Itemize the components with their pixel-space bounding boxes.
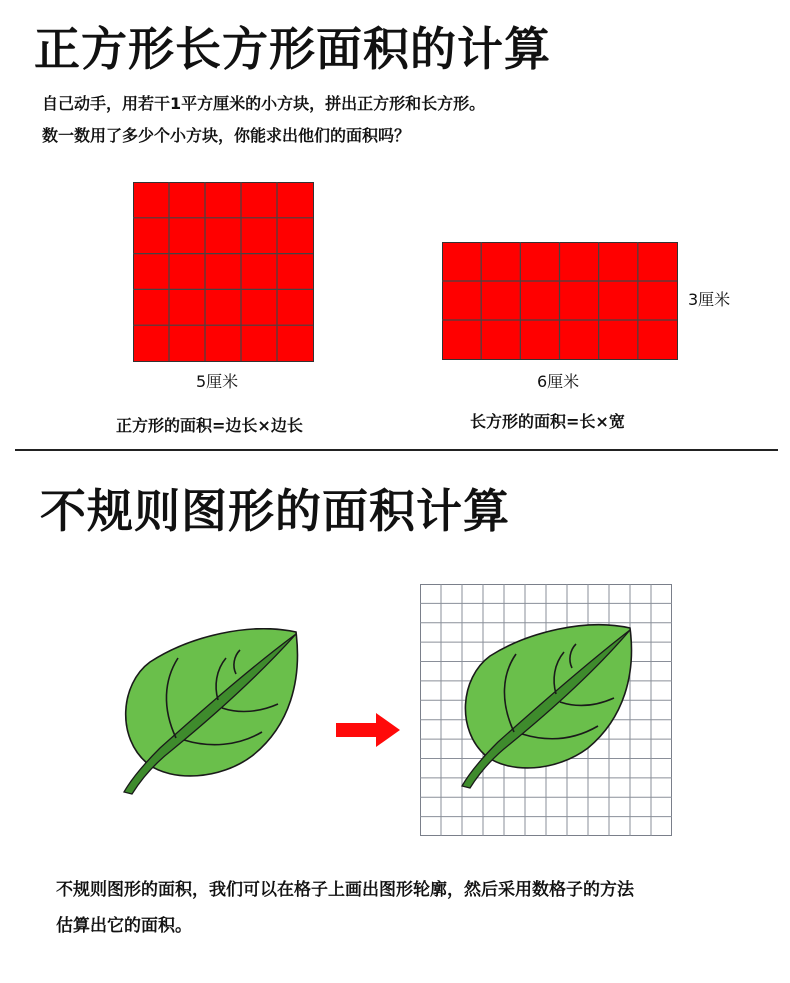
right-arrow-icon (336, 713, 400, 747)
square-grid (133, 182, 314, 362)
rectangle-width-label: 3厘米 (688, 290, 731, 309)
rectangle-grid (442, 242, 678, 360)
rectangle-length-label: 6厘米 (537, 372, 580, 391)
section-divider (15, 449, 778, 451)
description-line-2: 估算出它的面积。 (56, 916, 192, 936)
counting-grid (420, 584, 672, 836)
rectangle-formula: 长方形的面积=长×宽 (470, 412, 625, 431)
intro-line-2: 数一数用了多少个小方块，你能求出他们的面积吗？ (42, 126, 411, 145)
intro-line-1: 自己动手，用若干1平方厘米的小方块，拼出正方形和长方形。 (42, 94, 486, 113)
description-line-1: 不规则图形的面积，我们可以在格子上画出图形轮廓，然后采用数格子的方法 (56, 880, 634, 900)
section2-title: 不规则图形的面积计算 (40, 484, 510, 538)
square-side-label: 5厘米 (196, 372, 239, 391)
square-formula: 正方形的面积=边长×边长 (116, 416, 303, 435)
section1-title: 正方形长方形面积的计算 (34, 22, 551, 76)
leaf-illustration (120, 628, 300, 796)
